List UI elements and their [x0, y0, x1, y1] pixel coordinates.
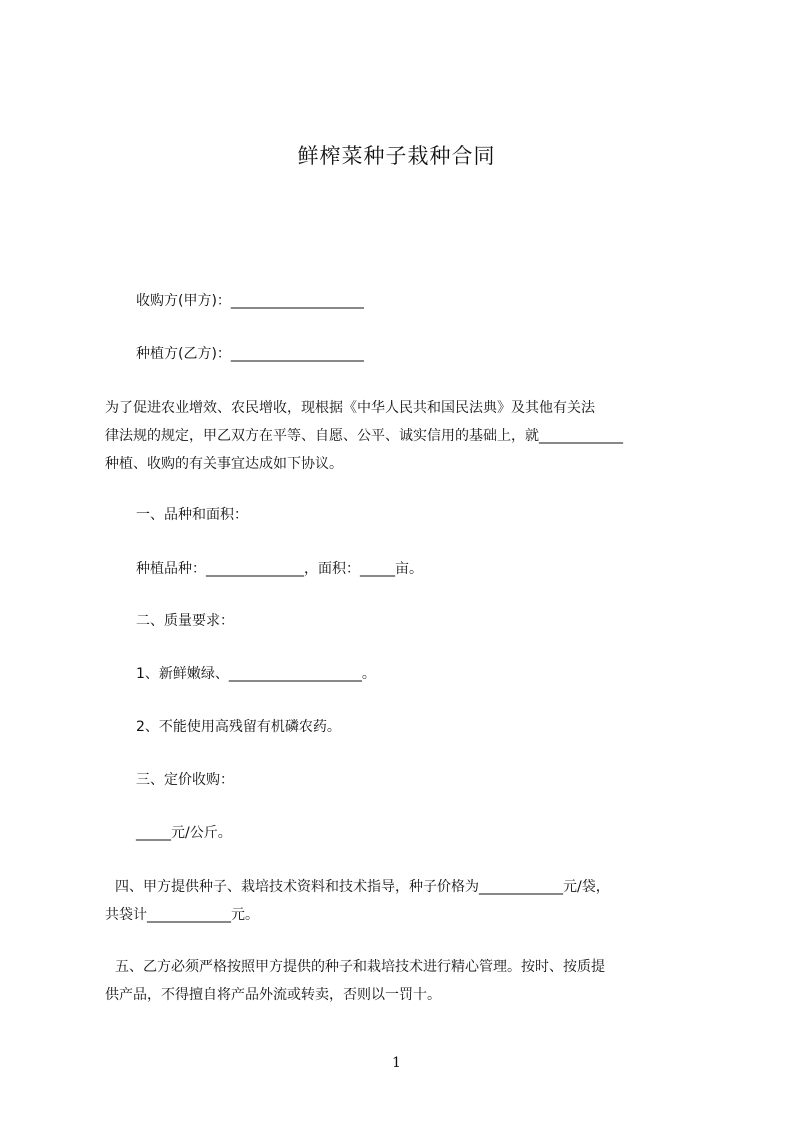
- preamble-paragraph: [105, 398, 705, 474]
- section-4-paragraph: [105, 877, 705, 925]
- section-5-paragraph: [105, 957, 705, 1005]
- section-5-line-2: 供产品，不得擅自将产品外流或转卖，否则以一罚十。: [105, 987, 441, 1003]
- section-5-line-1: 五、乙方必须严格按照甲方提供的种子和栽培技术进行精心管理。按时、按质提: [115, 959, 605, 975]
- page-number: 1: [392, 1055, 401, 1071]
- section-1-heading: 一、品种和面积：: [136, 507, 248, 523]
- document-title: 鲜榨菜种子栽种合同: [297, 144, 496, 168]
- section-1-content: 种植品种：______________，面积：_____亩。: [136, 561, 423, 577]
- preamble-line-1: 为了促进农业增效、农民增收，现根据《中华人民共和国民法典》及其他有关法: [105, 400, 595, 416]
- section-3-heading: 三、定价收购：: [136, 772, 234, 788]
- section-4-line-2: 共袋计____________元。: [105, 907, 259, 923]
- section-2-item-2: 2、不能使用高残留有机磷农药。: [136, 719, 341, 735]
- party-b-line: 种植方(乙方)：___________________: [136, 346, 364, 362]
- party-a-line: 收购方(甲方)：___________________: [136, 293, 364, 309]
- section-2-item-1: 1、新鲜嫩绿、___________________。: [136, 666, 376, 682]
- section-2-heading: 二、质量要求：: [136, 613, 234, 629]
- preamble-line-3: 种植、收购的有关事宜达成如下协议。: [105, 456, 343, 472]
- preamble-line-2: 律法规的规定，甲乙双方在平等、自愿、公平、诚实信用的基础上，就____________: [105, 428, 623, 444]
- section-3-content: _____元/公斤。: [136, 825, 232, 841]
- section-4-line-1: 四、甲方提供种子、栽培技术资料和技术指导，种子价格为____________元/袋，: [115, 879, 610, 895]
